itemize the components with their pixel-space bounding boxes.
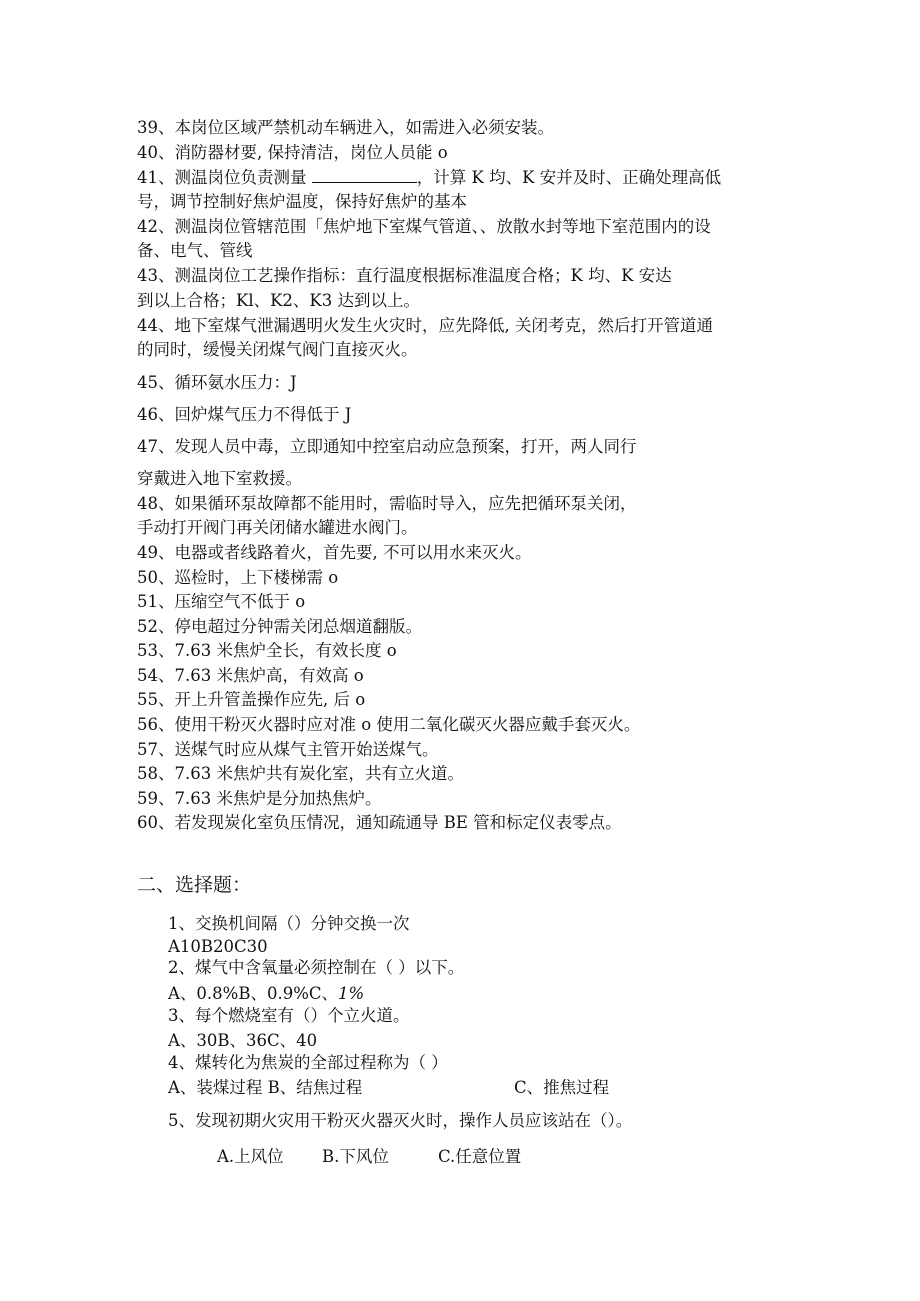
question-47-cont: 穿戴进入地下室救援。 — [137, 469, 302, 488]
choice-option-5c: C.任意位置 — [438, 1147, 522, 1166]
question-52: 52、停电超过分钟需关闭总烟道翻版。 — [137, 617, 422, 636]
question-51: 51、压缩空气不低于 o — [137, 592, 306, 611]
question-48: 48、如果循环泵故障都不能用时，需临时导入，应先把循环泵关闭， — [137, 494, 637, 513]
question-41-suffix: ，计算 K 均、K 安并及时、正确处理高低 — [416, 168, 722, 187]
section-title-choice: 二、选择题： — [137, 874, 252, 896]
question-56: 56、使用干粉灭火器时应对准 o 使用二氧化碳灭火器应戴手套灭火。 — [137, 715, 641, 734]
choice-options-4 — [168, 1078, 362, 1098]
question-58: 58、7.63 米焦炉共有炭化室，共有立火道。 — [137, 764, 464, 783]
choice-option-5a: A.上风位 — [217, 1147, 284, 1166]
question-46: 46、回炉煤气压力不得低于 J — [137, 405, 352, 424]
question-44: 44、地下室煤气泄漏遇明火发生火灾时，应先降低, 关闭考克，然后打开管道通 — [137, 316, 713, 335]
question-45: 45、循环氨水压力：J — [137, 373, 297, 392]
question-43: 43、测温岗位工艺操作指标：直行温度根据标准温度合格；K 均、K 安达 — [137, 266, 672, 285]
question-47: 47、发现人员中毒，立即通知中控室启动应急预案，打开，两人同行 — [137, 437, 637, 456]
question-41-prefix: 41、测温岗位负责测量 — [137, 168, 312, 187]
question-49: 49、电器或者线路着火，首先要, 不可以用水来灭火。 — [137, 543, 532, 562]
question-41 — [137, 168, 721, 188]
question-39: 39、本岗位区域严禁机动车辆进入，如需进入必须安装。 — [137, 118, 554, 137]
question-54: 54、7.63 米焦炉高，有效高 o — [137, 666, 364, 685]
question-59: 59、7.63 米焦炉是分加热焦炉。 — [137, 789, 382, 808]
choice-options-2-ab: A、0.8%B、0.9%C、 — [168, 984, 339, 1003]
choice-options-4-ab: A、装煤过程 B、结焦过程 — [168, 1078, 363, 1097]
question-42-cont: 备、电气、管线 — [137, 241, 253, 260]
question-60: 60、若发现炭化室负压情况，通知疏通导 BE 管和标定仪表零点。 — [137, 813, 622, 832]
choice-question-4: 4、煤转化为焦炭的全部过程称为（ ） — [168, 1053, 448, 1072]
question-40: 40、消防器材要, 保持清洁，岗位人员能 o — [137, 143, 448, 162]
choice-options-4-c: C、推焦过程 — [514, 1078, 610, 1097]
question-57: 57、送煤气时应从煤气主管开始送煤气。 — [137, 740, 439, 759]
choice-options-2-c: 1% — [338, 984, 365, 1003]
question-55: 55、开上升管盖操作应先, 后 o — [137, 690, 366, 709]
choice-options-3: A、30B、36C、40 — [168, 1031, 318, 1050]
question-48-cont: 手动打开阀门再关闭储水罐进水阀门。 — [137, 518, 418, 537]
choice-option-5b: B.下风位 — [322, 1147, 389, 1166]
question-53: 53、7.63 米焦炉全长，有效长度 o — [137, 641, 397, 660]
choice-question-1: 1、交换机间隔（）分钟交换一次 — [168, 914, 410, 933]
question-43-cont: 到以上合格；Kl、K2、K3 达到以上。 — [137, 291, 420, 310]
question-41-cont: 号，调节控制好焦炉温度，保持好焦炉的基本 — [137, 192, 467, 211]
question-50: 50、巡检时，上下楼梯需 o — [137, 568, 339, 587]
question-44-cont: 的同时，缓慢关闭煤气阀门直接灭火。 — [137, 340, 418, 359]
question-42: 42、测温岗位管辖范围「焦炉地下室煤气管道、、放散水封等地下室范围内的设 — [137, 217, 711, 236]
choice-question-3: 3、每个燃烧室有（）个立火道。 — [168, 1006, 410, 1025]
choice-question-5: 5、发现初期火灾用干粉灭火器灭火时，操作人员应该站在（）。 — [168, 1111, 633, 1130]
choice-question-2: 2、煤气中含氧量必须控制在（ ）以下。 — [168, 958, 465, 977]
choice-options-1: A10B20C30 — [168, 937, 268, 956]
choice-options-2 — [168, 984, 364, 1004]
answer-blank-line — [312, 168, 417, 183]
